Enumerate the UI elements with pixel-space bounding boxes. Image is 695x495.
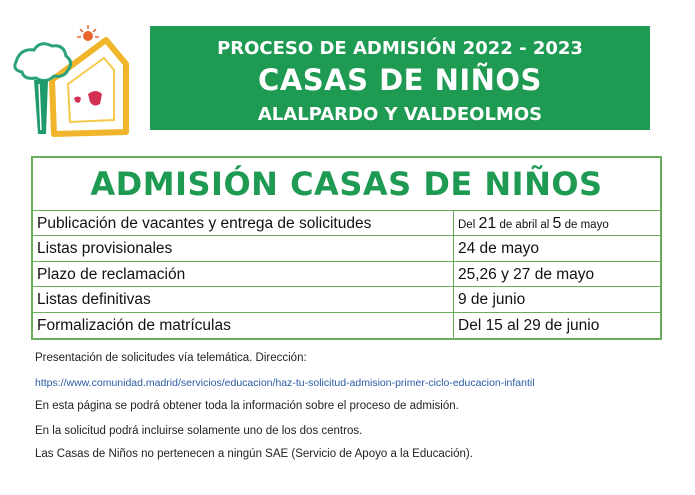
row-date: Del 15 al 29 de junio	[458, 316, 600, 334]
table-row	[33, 262, 660, 287]
sun-icon	[83, 31, 93, 41]
banner-process-title: PROCESO DE ADMISIÓN 2022 - 2023	[217, 38, 583, 59]
admission-table	[31, 156, 662, 340]
window-icon	[88, 91, 102, 106]
note-info: En esta página se podrá obtener toda la información sobre el proceso de admisión.	[35, 400, 459, 412]
row-label: Listas provisionales	[33, 236, 454, 260]
table-row	[33, 211, 660, 236]
banner-main-title: CASAS DE NIÑOS	[258, 63, 542, 97]
row-date: 25,26 y 27 de mayo	[458, 265, 595, 283]
house-tree-logo-icon	[8, 22, 136, 144]
row-label: Publicación de vacantes y entrega de solicitudes	[33, 211, 454, 235]
admission-url-link[interactable]: https://www.comunidad.madrid/servicios/educacion/haz-tu-solicitud-admision-primer-ciclo-educacion-infantil	[35, 377, 535, 389]
row-label: Plazo de reclamación	[33, 262, 454, 286]
note-presentation: Presentación de solicitudes vía telemática. Dirección:	[35, 352, 307, 364]
banner-locations: ALALPARDO Y VALDEOLMOS	[257, 104, 543, 125]
casas-de-ninos-logo	[8, 22, 136, 144]
tree-icon	[15, 44, 71, 81]
table-row	[33, 313, 660, 338]
row-date: Del 21 de abril al 5 de mayo	[458, 215, 609, 232]
row-label: Listas definitivas	[33, 287, 454, 311]
table-row	[33, 236, 660, 261]
row-date: 24 de mayo	[458, 240, 539, 258]
table-row	[33, 287, 660, 312]
header-banner	[150, 26, 650, 130]
note-one-center: En la solicitud podrá incluirse solamente uno de los dos centros.	[35, 425, 363, 437]
table-title: ADMISIÓN CASAS DE NIÑOS	[33, 158, 660, 211]
row-label: Formalización de matrículas	[33, 313, 454, 338]
row-date: 9 de junio	[458, 291, 526, 309]
note-sae: Las Casas de Niños no pertenecen a ningún SAE (Servicio de Apoyo a la Educación).	[35, 448, 473, 460]
